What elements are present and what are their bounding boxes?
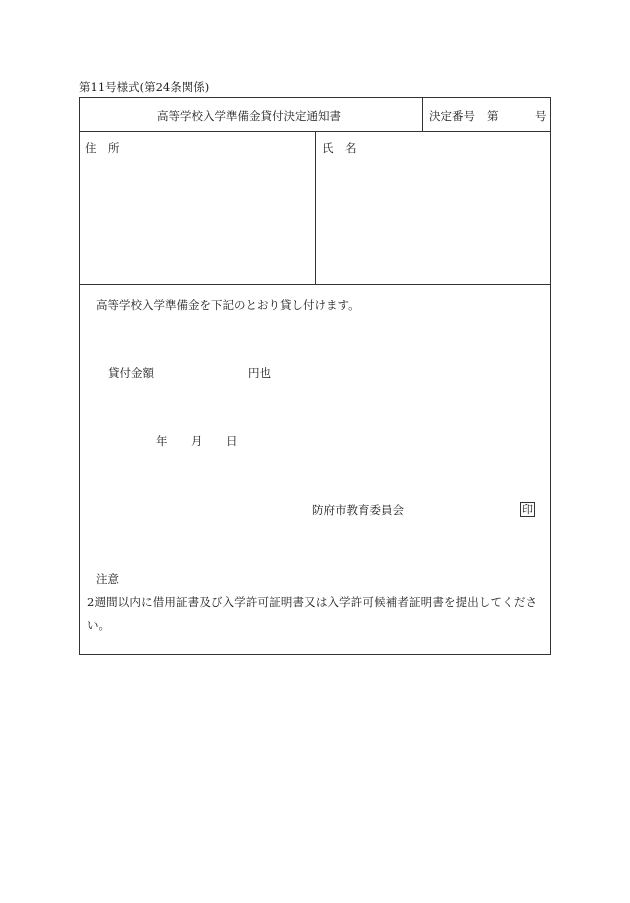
issuer-name: 防府市教育委員会 xyxy=(312,503,404,517)
loan-statement: 高等学校入学準備金を下記のとおり貸し付けます。 xyxy=(96,298,360,312)
date-year-label: 年 xyxy=(156,434,168,448)
address-label: 住 所 xyxy=(85,141,120,155)
loan-amount-label: 貸付金額 xyxy=(108,366,154,380)
form-number: 第11号様式(第24条関係) xyxy=(79,80,210,94)
notes-line-2: い。 xyxy=(87,618,110,632)
decision-number-label: 決定番号 xyxy=(429,109,475,123)
document-title: 高等学校入学準備金貸付決定通知書 xyxy=(157,109,341,123)
date-month-label: 月 xyxy=(191,434,203,448)
notes-heading: 注意 xyxy=(96,572,119,586)
decision-number-dai: 第 xyxy=(487,109,499,123)
address-name-divider xyxy=(315,131,316,285)
decision-number-go: 号 xyxy=(535,109,547,123)
frame-bottom-border xyxy=(79,654,551,655)
name-label: 氏 名 xyxy=(322,141,357,155)
frame-top-border xyxy=(79,97,551,98)
yen-label: 円也 xyxy=(248,366,271,380)
notes-line-1: 2週間以内に借用証書及び入学許可証明書又は入学許可候補者証明書を提出してくださ xyxy=(87,595,538,609)
decision-number-divider xyxy=(422,97,423,132)
seal-mark: 印 xyxy=(522,503,533,516)
frame-left-border xyxy=(79,97,80,655)
date-day-label: 日 xyxy=(226,434,238,448)
frame-right-border xyxy=(550,97,551,655)
